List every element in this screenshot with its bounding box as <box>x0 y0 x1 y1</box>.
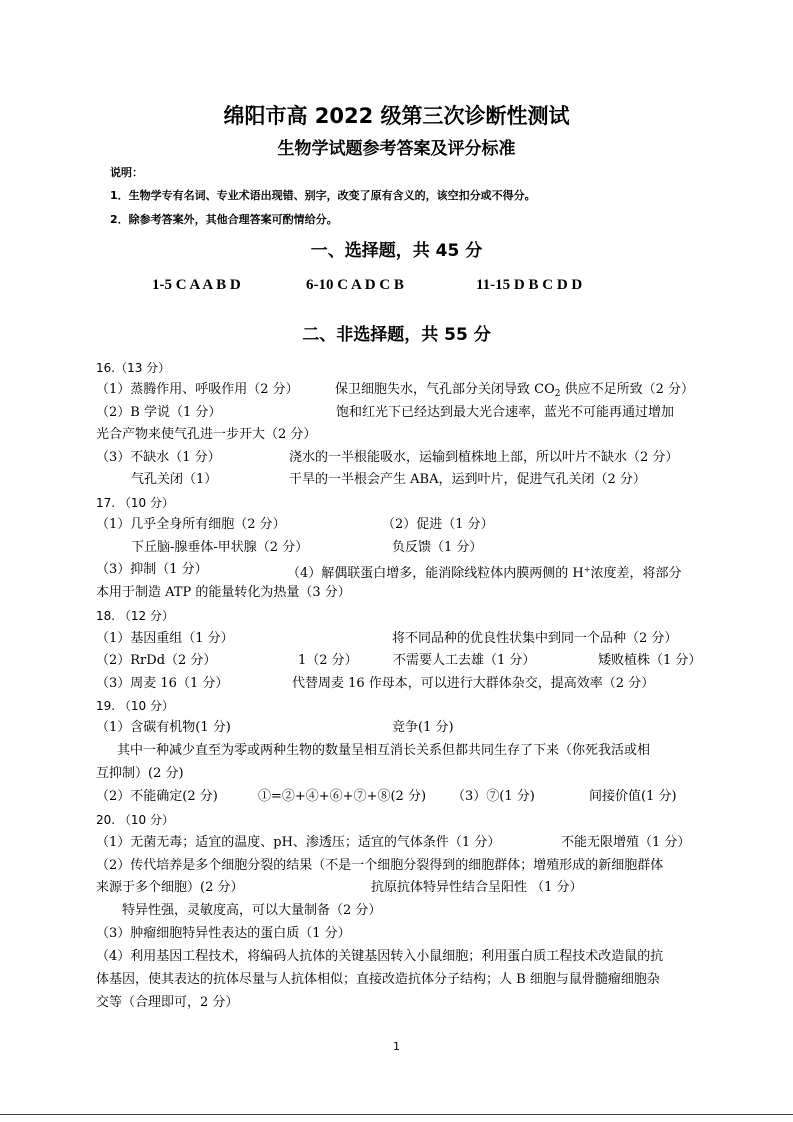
answer-text: 体基因，使其表达的抗体尽量与人抗体相似；直接改造抗体分子结构；人 B 细胞与鼠骨髓瘤细胞杂 <box>96 972 660 987</box>
answer-text: （2）促进（1 分） <box>382 517 494 532</box>
answer-text: （2）B 学说（1 分） <box>96 405 222 420</box>
choice-answers-11-15: 11-15 D B C D D <box>476 277 583 293</box>
answer-text: 间接价值(1 分) <box>589 789 677 804</box>
answer-text: 不能无限增殖（1 分） <box>561 835 691 850</box>
answer-text: 负反馈（1 分） <box>392 540 483 555</box>
question-16-heading: 16.（13 分） <box>96 361 171 375</box>
question-18-heading: 18. （12 分） <box>96 609 174 623</box>
answer-text: 饱和红光下已经达到最大光合速率，蓝光不可能再通过增加 <box>336 405 675 420</box>
answer-text: 浇水的一半根能吸水，运输到植株地上部，所以叶片不缺水（2 分） <box>289 450 679 465</box>
answer-text: （1）几乎全身所有细胞（2 分） <box>96 517 286 532</box>
answer-text: 交等（合理即可，2 分） <box>96 995 239 1010</box>
answer-text: （4）利用基因工程技术，将编码人抗体的关键基因转入小鼠细胞；利用蛋白质工程技术改造鼠的抗 <box>96 949 664 964</box>
bottom-divider <box>0 1114 793 1115</box>
answer-text: 抗原抗体特异性结合呈阳性 （1 分） <box>371 880 583 895</box>
answer-text: （1）蒸腾作用、呼吸作用（2 分） <box>96 382 299 397</box>
answer-text: 1（2 分） <box>298 653 358 668</box>
answer-text: （3）抑制（1 分） <box>96 562 208 577</box>
section-heading-choice: 一、选择题，共 45 分 <box>310 241 483 261</box>
answer-text: 本用于制造 ATP 的能量转化为热量（3 分） <box>96 585 351 600</box>
choice-answers-1-5: 1-5 C A A B D <box>152 277 241 293</box>
answer-text: 来源于多个细胞）(2 分） <box>96 880 244 895</box>
answer-text: 保卫细胞失水，气孔部分关闭导致 $CO_2$ 供应不足所致（2 分） <box>335 382 695 399</box>
question-17-heading: 17. （10 分） <box>96 496 174 510</box>
choice-answers-6-10: 6-10 C A D C B <box>306 277 404 293</box>
answer-text: ①=②+④+⑥+⑦+⑧(2 分) <box>258 789 427 804</box>
answer-text: 代替周麦 16 作母本，可以进行大群体杂交，提高效率（2 分） <box>292 676 655 691</box>
page-subtitle: 生物学试题参考答案及评分标准 <box>277 139 516 159</box>
answer-text: 特异性强，灵敏度高，可以大量制备（2 分） <box>122 903 382 918</box>
answer-text: （1）无菌无毒；适宜的温度、pH、渗透压；适宜的气体条件（1 分） <box>96 835 501 850</box>
question-20-heading: 20. （10 分） <box>96 813 174 827</box>
answer-text: （1）含碳有机物(1 分) <box>96 720 231 735</box>
note-item: 1．生物学专有名词、专业术语出现错、别字，改变了原有含义的，该空扣分或不得分。 <box>110 189 536 202</box>
section-heading-nonchoice: 二、非选择题，共 55 分 <box>302 325 491 345</box>
answer-text: 光合产物来使气孔进一步开大（2 分） <box>96 427 317 442</box>
answer-text: （1）基因重组（1 分） <box>96 631 234 646</box>
answer-text: （4）解偶联蛋白增多，能消除线粒体内膜两侧的 H+浓度差，将部分 <box>287 565 682 581</box>
page-number: 1 <box>393 1040 400 1053</box>
answer-text: （3）⑦(1 分) <box>452 789 535 804</box>
answer-text: （3）不缺水（1 分） <box>96 450 221 465</box>
answer-text: 将不同品种的优良性状集中到同一个品种（2 分） <box>392 631 678 646</box>
answer-text: 矮败植株（1 分） <box>598 653 702 668</box>
answer-text: 其中一种减少直至为零或两种生物的数量呈相互消长关系但都共同生存了下来（你死我活或相 <box>117 743 651 758</box>
answer-text: 下丘脑-腺垂体-甲状腺（2 分） <box>131 540 309 555</box>
answer-text: （2）RrDd（2 分） <box>96 653 217 668</box>
answer-text: （3）肿瘤细胞特异性表达的蛋白质（1 分） <box>96 926 351 941</box>
answer-text: 气孔关闭（1） <box>131 472 218 487</box>
question-19-heading: 19. （10 分） <box>96 699 174 713</box>
answer-text: 不需要人工去雄（1 分） <box>393 653 536 668</box>
answer-text: 干旱的一半根会产生 ABA，运到叶片，促进气孔关闭（2 分） <box>289 472 646 487</box>
page-title: 绵阳市高 2022 级第三次诊断性测试 <box>223 104 570 128</box>
answer-text: （2）不能确定(2 分) <box>96 789 218 804</box>
answer-text: 竞争(1 分) <box>392 720 454 735</box>
note-item: 2．除参考答案外，其他合理答案可酌情给分。 <box>110 213 338 226</box>
answer-text: 互抑制）(2 分) <box>96 766 184 781</box>
answer-text: （2）传代培养是多个细胞分裂的结果（不是一个细胞分裂得到的细胞群体；增殖形成的新细胞群体 <box>96 858 664 873</box>
notes-label: 说明： <box>110 166 143 179</box>
answer-text: （3）周麦 16（1 分） <box>96 676 229 691</box>
